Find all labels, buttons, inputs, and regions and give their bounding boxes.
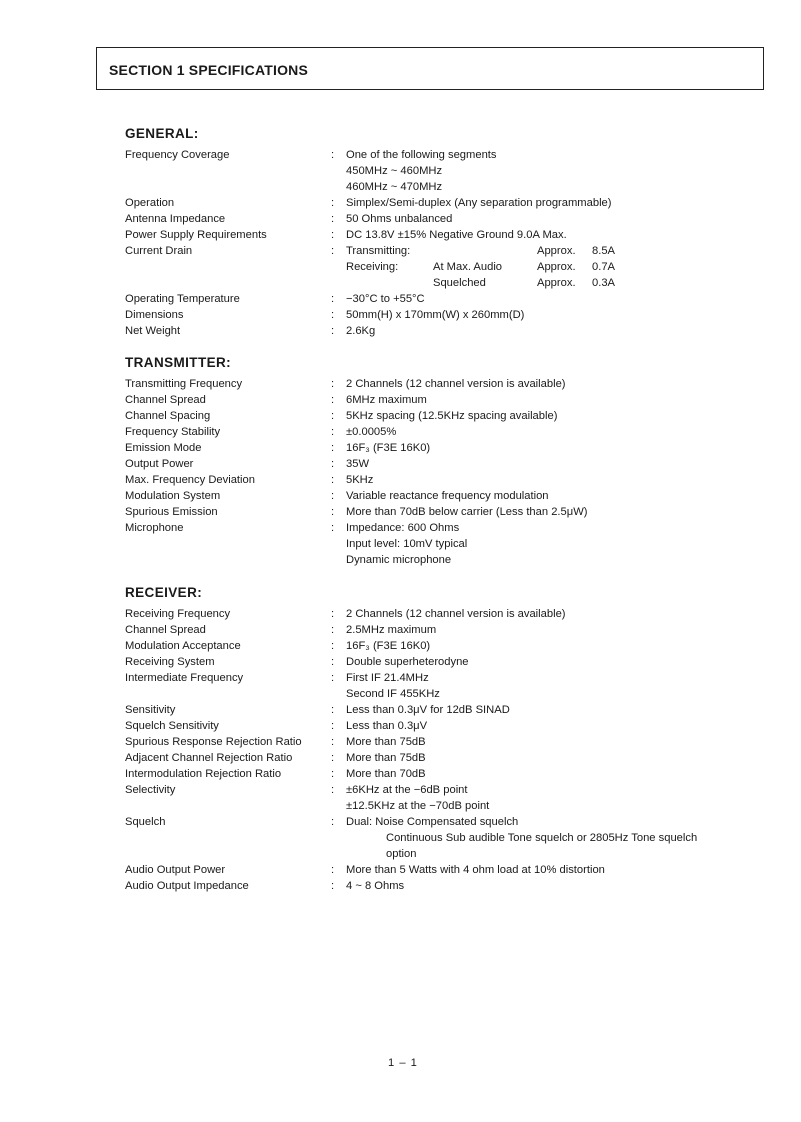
spec-label: Operation [125, 197, 175, 209]
spec-label: Adjacent Channel Rejection Ratio [125, 752, 293, 764]
current-drain-approx: Approx. [537, 277, 576, 289]
spec-label: Modulation System [125, 490, 221, 502]
spec-colon: : [331, 752, 335, 764]
spec-colon: : [331, 293, 335, 305]
receiver-specs [0, 606, 801, 894]
spec-value: 35W [346, 458, 370, 470]
spec-value: 2.6Kg [346, 325, 376, 337]
section-title: SECTION 1 SPECIFICATIONS [109, 62, 309, 78]
spec-value: Simplex/Semi-duplex (Any separation programmable) [346, 197, 612, 209]
spec-value: Double superheterodyne [346, 656, 469, 668]
spec-row [0, 830, 801, 846]
spec-value: 2 Channels (12 channel version is available) [346, 608, 566, 620]
spec-colon: : [331, 458, 335, 470]
spec-value: ±12.5KHz at the −70dB point [346, 800, 490, 812]
spec-label: Antenna Impedance [125, 213, 226, 225]
spec-value: 460MHz ~ 470MHz [346, 181, 443, 193]
current-drain-value: 0.3A [592, 277, 616, 289]
transmitter-heading: TRANSMITTER: [125, 355, 232, 370]
spec-colon: : [331, 442, 335, 454]
current-drain-mode: Receiving: [346, 261, 399, 273]
spec-label: Selectivity [125, 784, 176, 796]
spec-row [0, 147, 801, 163]
current-drain-condition: Squelched [433, 277, 486, 289]
spec-colon: : [331, 720, 335, 732]
current-drain-condition: At Max. Audio [433, 261, 503, 273]
spec-row [0, 622, 801, 638]
spec-row [0, 392, 801, 408]
spec-label: Transmitting Frequency [125, 378, 243, 390]
spec-row [0, 456, 801, 472]
spec-row [0, 488, 801, 504]
spec-label: Frequency Coverage [125, 149, 230, 161]
spec-row [0, 670, 801, 686]
spec-label: Spurious Response Rejection Ratio [125, 736, 302, 748]
spec-label: Intermodulation Rejection Ratio [125, 768, 282, 780]
spec-value: Impedance: 600 Ohms [346, 522, 460, 534]
spec-label: Power Supply Requirements [125, 229, 267, 241]
spec-row [0, 291, 801, 307]
spec-colon: : [331, 197, 335, 209]
spec-row [0, 195, 801, 211]
spec-row [0, 179, 801, 195]
spec-colon: : [331, 490, 335, 502]
spec-label: Audio Output Power [125, 864, 226, 876]
spec-colon: : [331, 394, 335, 406]
spec-value: 4 ~ 8 Ohms [346, 880, 405, 892]
spec-row [0, 862, 801, 878]
current-drain-approx: Approx. [537, 245, 576, 257]
spec-row [0, 472, 801, 488]
spec-colon: : [331, 325, 335, 337]
spec-colon: : [331, 426, 335, 438]
spec-row [0, 536, 801, 552]
spec-value: 16F₃ (F3E 16K0) [346, 640, 431, 652]
spec-row [0, 424, 801, 440]
spec-label: Modulation Acceptance [125, 640, 241, 652]
spec-colon: : [331, 864, 335, 876]
spec-colon: : [331, 672, 335, 684]
spec-value: −30°C to +55°C [346, 293, 425, 305]
spec-value: ±6KHz at the −6dB point [346, 784, 468, 796]
spec-row [0, 520, 801, 536]
spec-label: Receiving Frequency [125, 608, 231, 620]
spec-row [0, 606, 801, 622]
spec-value: ±0.0005% [346, 426, 397, 438]
spec-value: 5KHz spacing (12.5KHz spacing available) [346, 410, 558, 422]
spec-colon: : [331, 608, 335, 620]
spec-label: Channel Spread [125, 394, 206, 406]
current-drain-value: 0.7A [592, 261, 616, 273]
spec-colon: : [331, 656, 335, 668]
spec-label: Squelch Sensitivity [125, 720, 219, 732]
spec-value: 2 Channels (12 channel version is available) [346, 378, 566, 390]
spec-row [0, 211, 801, 227]
spec-label: Max. Frequency Deviation [125, 474, 255, 486]
spec-colon: : [331, 149, 335, 161]
spec-label: Spurious Emission [125, 506, 218, 518]
spec-row [0, 734, 801, 750]
spec-colon: : [331, 880, 335, 892]
spec-row [0, 654, 801, 670]
receiver-heading: RECEIVER: [125, 585, 203, 600]
spec-value: 16F₃ (F3E 16K0) [346, 442, 431, 454]
spec-label: Sensitivity [125, 704, 176, 716]
spec-colon: : [331, 768, 335, 780]
spec-label: Audio Output Impedance [125, 880, 249, 892]
spec-value: Less than 0.3μV for 12dB SINAD [346, 704, 510, 716]
section-header-box [96, 47, 764, 90]
spec-row [0, 814, 801, 830]
spec-row [0, 782, 801, 798]
spec-row [0, 376, 801, 392]
spec-row [0, 878, 801, 894]
spec-value: Variable reactance frequency modulation [346, 490, 549, 502]
spec-value: 50 Ohms unbalanced [346, 213, 453, 225]
spec-value: DC 13.8V ±15% Negative Ground 9.0A Max. [346, 229, 567, 241]
spec-label: Output Power [125, 458, 194, 470]
current-drain-value: 8.5A [592, 245, 616, 257]
spec-label: Squelch [125, 816, 166, 828]
spec-row [0, 323, 801, 339]
spec-label: Net Weight [125, 325, 181, 337]
spec-label: Channel Spacing [125, 410, 211, 422]
spec-value: 6MHz maximum [346, 394, 427, 406]
spec-colon: : [331, 736, 335, 748]
spec-row [0, 638, 801, 654]
spec-value: Dynamic microphone [346, 554, 452, 566]
general-specs [0, 147, 801, 339]
spec-value: 5KHz [346, 474, 374, 486]
spec-row [0, 504, 801, 520]
spec-colon: : [331, 309, 335, 321]
spec-label: Microphone [125, 522, 184, 534]
spec-colon: : [331, 410, 335, 422]
spec-colon: : [331, 816, 335, 828]
current-drain-row-receiving [0, 259, 801, 275]
current-drain-row-squelched [0, 275, 801, 291]
spec-value: More than 5 Watts with 4 ohm load at 10% distortion [346, 864, 605, 876]
spec-colon: : [331, 624, 335, 636]
spec-row [0, 718, 801, 734]
spec-row [0, 766, 801, 782]
spec-colon: : [331, 522, 335, 534]
spec-row [0, 408, 801, 424]
transmitter-specs [0, 376, 801, 568]
spec-value: More than 70dB below carrier (Less than 2.5μW) [346, 506, 588, 518]
spec-row [0, 307, 801, 323]
general-heading: GENERAL: [125, 126, 199, 141]
spec-label: Channel Spread [125, 624, 206, 636]
current-drain-approx: Approx. [537, 261, 576, 273]
spec-value: 2.5MHz maximum [346, 624, 437, 636]
spec-row [0, 552, 801, 568]
spec-value: Continuous Sub audible Tone squelch or 2805Hz Tone squelch [386, 832, 698, 844]
spec-value: Less than 0.3μV [346, 720, 428, 732]
spec-colon: : [331, 229, 335, 241]
spec-row [0, 798, 801, 814]
spec-value: More than 75dB [346, 736, 426, 748]
spec-row [0, 227, 801, 243]
spec-colon: : [331, 378, 335, 390]
spec-value: More than 75dB [346, 752, 426, 764]
spec-colon: : [331, 704, 335, 716]
spec-row [0, 846, 801, 862]
spec-label: Dimensions [125, 309, 184, 321]
spec-label: Current Drain [125, 245, 193, 257]
spec-value: One of the following segments [346, 149, 497, 161]
spec-row [0, 686, 801, 702]
spec-row [0, 163, 801, 179]
spec-value: 50mm(H) x 170mm(W) x 260mm(D) [346, 309, 525, 321]
spec-colon: : [331, 784, 335, 796]
spec-value: More than 70dB [346, 768, 426, 780]
spec-colon: : [331, 245, 335, 257]
spec-label: Operating Temperature [125, 293, 240, 305]
current-drain-mode: Transmitting: [346, 245, 411, 257]
current-drain-row-transmitting [0, 243, 801, 259]
spec-row [0, 440, 801, 456]
spec-row [0, 702, 801, 718]
spec-colon: : [331, 640, 335, 652]
spec-value: option [386, 848, 417, 860]
spec-value: Dual: Noise Compensated squelch [346, 816, 519, 828]
spec-value: First IF 21.4MHz [346, 672, 429, 684]
spec-label: Emission Mode [125, 442, 202, 454]
spec-label: Frequency Stability [125, 426, 221, 438]
spec-label: Intermediate Frequency [125, 672, 244, 684]
spec-colon: : [331, 474, 335, 486]
spec-value: 450MHz ~ 460MHz [346, 165, 443, 177]
page-number: 1 – 1 [388, 1057, 418, 1069]
spec-value: Input level: 10mV typical [346, 538, 468, 550]
spec-row [0, 750, 801, 766]
spec-label: Receiving System [125, 656, 215, 668]
spec-colon: : [331, 213, 335, 225]
spec-value: Second IF 455KHz [346, 688, 440, 700]
spec-colon: : [331, 506, 335, 518]
